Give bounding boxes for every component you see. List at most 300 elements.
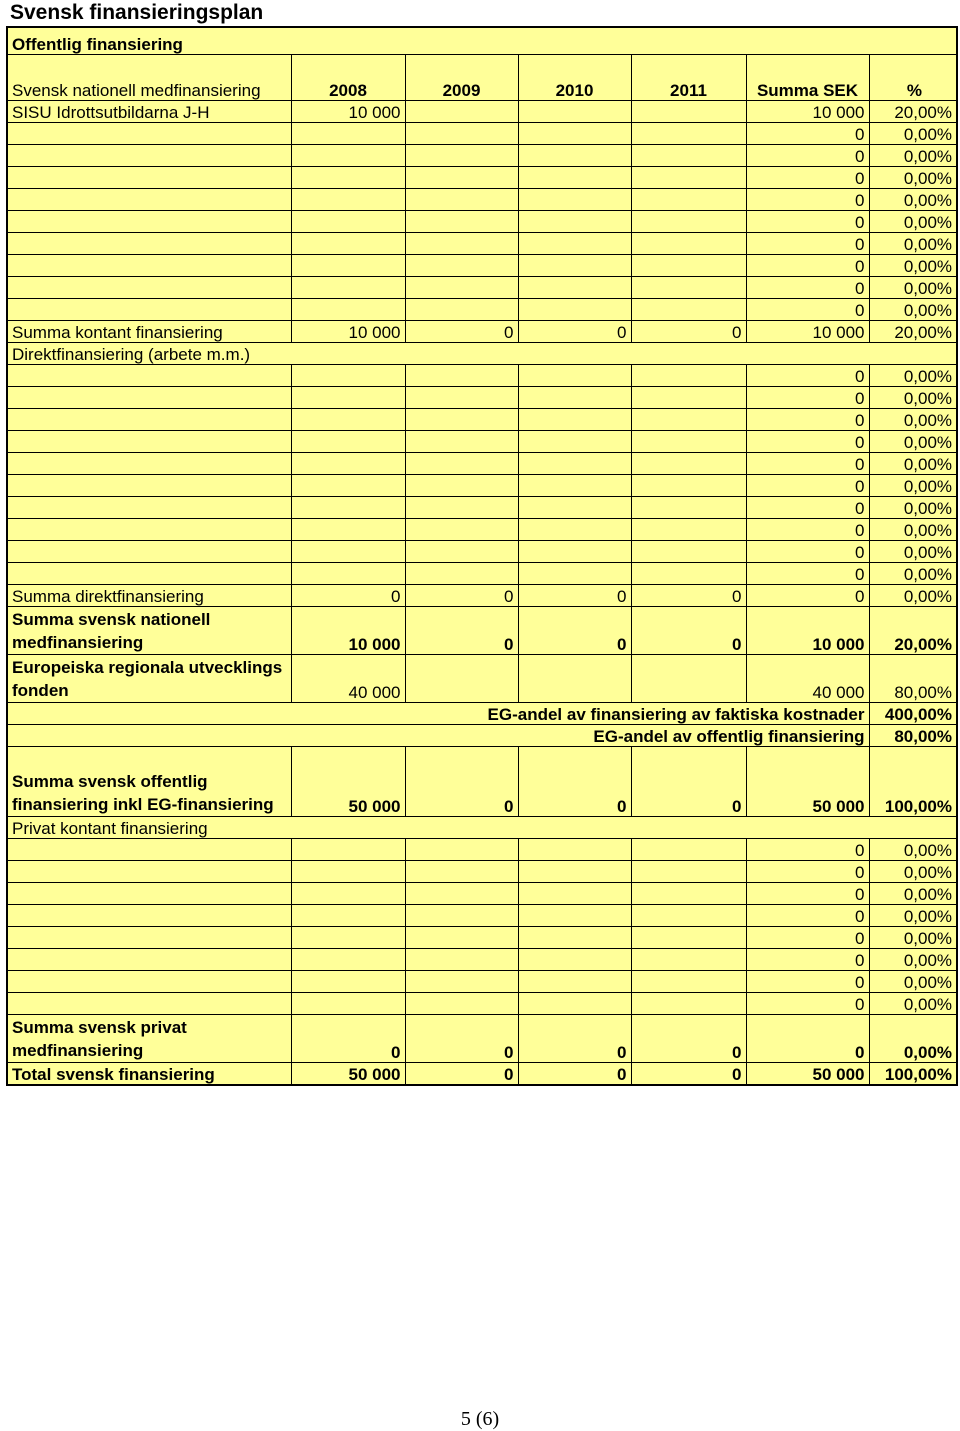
- row-label: [8, 452, 291, 474]
- cell-y2011: [631, 562, 746, 584]
- cell-summa: 0: [746, 904, 869, 926]
- cell-y2010: [518, 654, 631, 702]
- row-label: [8, 496, 291, 518]
- cell-y2008: [291, 188, 405, 210]
- cell-y2009: [405, 430, 518, 452]
- cell-percent: 80,00%: [869, 724, 956, 746]
- cell-y2010: 0: [518, 1062, 631, 1084]
- cell-percent: 0,00%: [869, 188, 956, 210]
- table-row: [8, 232, 956, 254]
- table-row: [8, 408, 956, 430]
- cell-y2009: 0: [405, 584, 518, 606]
- cell-percent: 0,00%: [869, 122, 956, 144]
- table-row: [8, 386, 956, 408]
- eg-faktiska-row: [8, 702, 956, 724]
- row-label: [8, 474, 291, 496]
- cell-y2009: 0: [405, 320, 518, 342]
- cell-y2010: 0: [518, 1014, 631, 1062]
- cell-y2011: [631, 970, 746, 992]
- cell-y2009: [405, 970, 518, 992]
- summa-privat-row: [8, 1014, 956, 1062]
- row-label: Summa svensk nationell medfinansiering: [8, 606, 291, 654]
- cell-y2011: [631, 838, 746, 860]
- table-row: [8, 496, 956, 518]
- cell-y2009: [405, 144, 518, 166]
- cell-y2009: [405, 654, 518, 702]
- cell-summa: 0: [746, 1014, 869, 1062]
- cell-y2010: [518, 122, 631, 144]
- cell-y2008: [291, 210, 405, 232]
- row-label: [8, 992, 291, 1014]
- cell-y2008: [291, 540, 405, 562]
- cell-percent: 0,00%: [869, 904, 956, 926]
- row-label: Summa svensk offentlig finansiering inkl EG-finansiering: [8, 746, 291, 816]
- table-row: [8, 144, 956, 166]
- cell-y2010: 0: [518, 606, 631, 654]
- cell-y2010: [518, 298, 631, 320]
- cell-y2011: [631, 654, 746, 702]
- cell-y2009: [405, 518, 518, 540]
- cell-y2011: 0: [631, 746, 746, 816]
- cell-percent: 20,00%: [869, 320, 956, 342]
- cell-y2008: 10 000: [291, 606, 405, 654]
- cell-y2011: [631, 882, 746, 904]
- table-row: [8, 540, 956, 562]
- table-row: [8, 430, 956, 452]
- row-label: Summa svensk privat medfinansiering: [8, 1014, 291, 1062]
- cell-summa: 10 000: [746, 606, 869, 654]
- row-label: [8, 430, 291, 452]
- cell-percent: 0,00%: [869, 430, 956, 452]
- row-label: [8, 408, 291, 430]
- cell-y2008: [291, 948, 405, 970]
- cell-percent: 400,00%: [869, 702, 956, 724]
- cell-y2008: [291, 860, 405, 882]
- cell-y2011: [631, 408, 746, 430]
- cell-y2010: [518, 166, 631, 188]
- page-number: 5 (6): [460, 1408, 500, 1430]
- cell-y2010: [518, 452, 631, 474]
- cell-y2009: [405, 948, 518, 970]
- cell-y2008: [291, 452, 405, 474]
- cell-summa: 0: [746, 188, 869, 210]
- cell-y2009: [405, 100, 518, 122]
- cell-percent: 0,00%: [869, 562, 956, 584]
- cell-y2010: [518, 540, 631, 562]
- cell-y2011: [631, 518, 746, 540]
- cell-y2010: [518, 144, 631, 166]
- cell-y2010: [518, 518, 631, 540]
- cell-y2011: [631, 100, 746, 122]
- cell-summa: 0: [746, 882, 869, 904]
- cell-summa: 0: [746, 408, 869, 430]
- cell-percent: 0,00%: [869, 276, 956, 298]
- table-row: [8, 452, 956, 474]
- cell-percent: 0,00%: [869, 144, 956, 166]
- cell-summa: 0: [746, 298, 869, 320]
- cell-y2008: [291, 298, 405, 320]
- cell-y2010: [518, 904, 631, 926]
- cell-percent: 0,00%: [869, 838, 956, 860]
- cell-y2011: [631, 474, 746, 496]
- cell-y2010: [518, 276, 631, 298]
- table-row: [8, 122, 956, 144]
- cell-percent: 100,00%: [869, 1062, 956, 1084]
- section-offentlig-label: Offentlig finansiering: [12, 34, 183, 54]
- cell-y2011: 0: [631, 320, 746, 342]
- cell-y2010: [518, 948, 631, 970]
- cell-y2008: [291, 122, 405, 144]
- row-label: [8, 386, 291, 408]
- cell-percent: 0,00%: [869, 210, 956, 232]
- table-body: [8, 28, 956, 1084]
- cell-y2011: [631, 144, 746, 166]
- section-label: Privat kontant finansiering: [8, 816, 956, 838]
- table-row: [8, 254, 956, 276]
- row-label: [8, 562, 291, 584]
- cell-y2009: [405, 540, 518, 562]
- row-label: Europeiska regionala utvecklings fonden: [8, 654, 291, 702]
- cell-y2010: [518, 474, 631, 496]
- cell-y2009: [405, 992, 518, 1014]
- cell-percent: 20,00%: [869, 100, 956, 122]
- cell-y2009: [405, 860, 518, 882]
- cell-percent: 0,00%: [869, 1014, 956, 1062]
- cell-y2011: [631, 540, 746, 562]
- cell-y2009: [405, 166, 518, 188]
- cell-y2011: [631, 232, 746, 254]
- cell-summa: 0: [746, 584, 869, 606]
- table-row: [8, 860, 956, 882]
- cell-y2009: [405, 882, 518, 904]
- cell-y2011: [631, 904, 746, 926]
- cell-percent: 20,00%: [869, 606, 956, 654]
- cell-y2011: [631, 364, 746, 386]
- row-label: [8, 144, 291, 166]
- row-label: [8, 518, 291, 540]
- cell-summa: 0: [746, 386, 869, 408]
- cell-percent: 0,00%: [869, 452, 956, 474]
- cell-y2010: [518, 562, 631, 584]
- cell-percent: 0,00%: [869, 364, 956, 386]
- table-row: [8, 838, 956, 860]
- cell-summa: 50 000: [746, 1062, 869, 1084]
- cell-y2009: [405, 562, 518, 584]
- cell-y2010: [518, 430, 631, 452]
- cell-y2011: [631, 122, 746, 144]
- section-heading-row: [8, 28, 956, 54]
- table-row: [8, 970, 956, 992]
- cell-y2010: [518, 970, 631, 992]
- row-label: [8, 860, 291, 882]
- table-row: [8, 188, 956, 210]
- cell-summa: 0: [746, 992, 869, 1014]
- cell-y2010: [518, 860, 631, 882]
- cell-y2008: [291, 904, 405, 926]
- cell-y2011: [631, 430, 746, 452]
- row-label: [8, 276, 291, 298]
- table-row: [8, 518, 956, 540]
- cell-y2009: [405, 232, 518, 254]
- cell-summa: 0: [746, 210, 869, 232]
- cell-y2010: [518, 926, 631, 948]
- cell-summa: 50 000: [746, 746, 869, 816]
- table-row: [8, 166, 956, 188]
- cell-percent: 0,00%: [869, 540, 956, 562]
- cell-y2011: [631, 386, 746, 408]
- cell-y2009: 0: [405, 1062, 518, 1084]
- cell-y2009: [405, 254, 518, 276]
- cell-y2011: [631, 254, 746, 276]
- cell-y2011: [631, 992, 746, 1014]
- cell-y2008: [291, 474, 405, 496]
- cell-summa: 0: [746, 860, 869, 882]
- cell-y2011: [631, 210, 746, 232]
- cell-y2010: 0: [518, 320, 631, 342]
- cell-y2009: [405, 474, 518, 496]
- cell-summa: 0: [746, 166, 869, 188]
- cell-y2010: [518, 364, 631, 386]
- cell-y2009: [405, 904, 518, 926]
- cell-y2008: [291, 408, 405, 430]
- cell-y2008: [291, 254, 405, 276]
- cell-summa: 0: [746, 948, 869, 970]
- table-row: [8, 100, 956, 122]
- cell-percent: 0,00%: [869, 882, 956, 904]
- cell-y2009: [405, 386, 518, 408]
- cell-y2011: 0: [631, 1014, 746, 1062]
- eg-label: EG-andel av offentlig finansiering: [8, 724, 869, 746]
- cell-percent: 0,00%: [869, 518, 956, 540]
- table-row: [8, 210, 956, 232]
- cell-y2011: 0: [631, 606, 746, 654]
- cell-y2011: [631, 496, 746, 518]
- cell-y2008: 10 000: [291, 100, 405, 122]
- cell-summa: 0: [746, 970, 869, 992]
- cell-y2008: [291, 386, 405, 408]
- row-label: [8, 540, 291, 562]
- row-label: [8, 882, 291, 904]
- cell-summa: 0: [746, 926, 869, 948]
- header-row: [8, 54, 956, 100]
- row-label: [8, 904, 291, 926]
- cell-percent: 0,00%: [869, 254, 956, 276]
- cell-y2011: [631, 926, 746, 948]
- header-summa: Summa SEK: [746, 54, 869, 100]
- cell-y2008: [291, 364, 405, 386]
- cell-y2008: [291, 970, 405, 992]
- header-2008: 2008: [291, 54, 405, 100]
- row-label: [8, 188, 291, 210]
- cell-y2011: [631, 298, 746, 320]
- cell-percent: 0,00%: [869, 584, 956, 606]
- cell-y2009: [405, 926, 518, 948]
- cell-y2008: [291, 882, 405, 904]
- cell-y2009: [405, 276, 518, 298]
- cell-summa: 0: [746, 122, 869, 144]
- cell-y2010: [518, 254, 631, 276]
- cell-percent: 0,00%: [869, 948, 956, 970]
- cell-y2009: 0: [405, 1014, 518, 1062]
- cell-y2010: 0: [518, 584, 631, 606]
- cell-y2008: [291, 838, 405, 860]
- row-label: [8, 364, 291, 386]
- cell-y2011: 0: [631, 1062, 746, 1084]
- cell-y2010: [518, 100, 631, 122]
- cell-percent: 0,00%: [869, 298, 956, 320]
- cell-summa: 0: [746, 496, 869, 518]
- row-label: [8, 254, 291, 276]
- cell-percent: 100,00%: [869, 746, 956, 816]
- cell-y2008: 50 000: [291, 746, 405, 816]
- cell-percent: 0,00%: [869, 860, 956, 882]
- financing-table: [6, 26, 958, 1086]
- cell-percent: 0,00%: [869, 474, 956, 496]
- cell-y2008: [291, 166, 405, 188]
- cell-summa: 40 000: [746, 654, 869, 702]
- cell-y2008: [291, 926, 405, 948]
- summa-nationell-row: [8, 606, 956, 654]
- cell-y2009: 0: [405, 606, 518, 654]
- cell-y2011: [631, 860, 746, 882]
- cell-summa: 0: [746, 518, 869, 540]
- cell-y2009: [405, 496, 518, 518]
- cell-y2010: [518, 232, 631, 254]
- cell-summa: 0: [746, 474, 869, 496]
- cell-y2009: [405, 452, 518, 474]
- header-2009: 2009: [405, 54, 518, 100]
- header-2010: 2010: [518, 54, 631, 100]
- row-label: [8, 970, 291, 992]
- table-row: [8, 948, 956, 970]
- cell-percent: 0,00%: [869, 232, 956, 254]
- row-label: [8, 838, 291, 860]
- cell-y2009: [405, 188, 518, 210]
- table-row: [8, 276, 956, 298]
- cell-summa: 0: [746, 144, 869, 166]
- eg-label: EG-andel av finansiering av faktiska kostnader: [8, 702, 869, 724]
- cell-y2011: [631, 166, 746, 188]
- cell-summa: 0: [746, 562, 869, 584]
- table-row: [8, 992, 956, 1014]
- row-label: Total svensk finansiering: [8, 1062, 291, 1084]
- header-pct: %: [869, 54, 956, 100]
- table-row: [8, 474, 956, 496]
- cell-y2009: [405, 122, 518, 144]
- row-label: [8, 210, 291, 232]
- row-label: [8, 948, 291, 970]
- table-row: [8, 926, 956, 948]
- table-row: [8, 364, 956, 386]
- cell-y2008: [291, 430, 405, 452]
- row-label: [8, 926, 291, 948]
- cell-y2008: [291, 232, 405, 254]
- privat-heading-row: [8, 816, 956, 838]
- cell-percent: 0,00%: [869, 166, 956, 188]
- cell-percent: 0,00%: [869, 386, 956, 408]
- cell-percent: 80,00%: [869, 654, 956, 702]
- cell-y2010: [518, 408, 631, 430]
- cell-percent: 0,00%: [869, 992, 956, 1014]
- cell-y2011: 0: [631, 584, 746, 606]
- cell-y2010: [518, 496, 631, 518]
- cell-summa: 0: [746, 364, 869, 386]
- cell-y2011: [631, 948, 746, 970]
- row-label: [8, 122, 291, 144]
- cell-y2008: [291, 562, 405, 584]
- cell-y2008: [291, 144, 405, 166]
- table-row: [8, 882, 956, 904]
- row-label: Summa direktfinansiering: [8, 584, 291, 606]
- cell-y2010: [518, 838, 631, 860]
- cell-y2010: 0: [518, 746, 631, 816]
- cell-y2009: [405, 838, 518, 860]
- cell-y2010: [518, 882, 631, 904]
- cell-percent: 0,00%: [869, 970, 956, 992]
- summa-kontant-row: [8, 320, 956, 342]
- table-row: [8, 562, 956, 584]
- cell-y2010: [518, 386, 631, 408]
- header-2011: 2011: [631, 54, 746, 100]
- cell-y2009: [405, 364, 518, 386]
- cell-y2008: 0: [291, 1014, 405, 1062]
- cell-y2008: 10 000: [291, 320, 405, 342]
- row-label: SISU Idrottsutbildarna J-H: [8, 100, 291, 122]
- cell-summa: 0: [746, 254, 869, 276]
- cell-y2010: [518, 188, 631, 210]
- cell-y2011: [631, 452, 746, 474]
- eg-offentlig-row: [8, 724, 956, 746]
- table-row: [8, 298, 956, 320]
- cell-summa: 0: [746, 232, 869, 254]
- header-label: Svensk nationell medfinansiering: [8, 54, 291, 100]
- summa-direkt-row: [8, 584, 956, 606]
- cell-summa: 0: [746, 452, 869, 474]
- cell-summa: 10 000: [746, 100, 869, 122]
- section-label: Direktfinansiering (arbete m.m.): [8, 342, 956, 364]
- row-label: Summa kontant finansiering: [8, 320, 291, 342]
- summa-offentlig-row: [8, 746, 956, 816]
- cell-y2008: [291, 276, 405, 298]
- cell-summa: 0: [746, 276, 869, 298]
- cell-summa: 0: [746, 540, 869, 562]
- row-label: [8, 232, 291, 254]
- cell-percent: 0,00%: [869, 408, 956, 430]
- cell-percent: 0,00%: [869, 496, 956, 518]
- cell-summa: 10 000: [746, 320, 869, 342]
- total-row: [8, 1062, 956, 1084]
- row-label: [8, 166, 291, 188]
- cell-percent: 0,00%: [869, 926, 956, 948]
- cell-y2011: [631, 188, 746, 210]
- cell-y2009: [405, 408, 518, 430]
- cell-y2009: [405, 210, 518, 232]
- direkt-heading-row: [8, 342, 956, 364]
- cell-summa: 0: [746, 838, 869, 860]
- cell-y2008: 50 000: [291, 1062, 405, 1084]
- cell-y2010: [518, 210, 631, 232]
- cell-y2008: 0: [291, 584, 405, 606]
- table-row: [8, 904, 956, 926]
- cell-y2011: [631, 276, 746, 298]
- cell-y2008: [291, 992, 405, 1014]
- cell-summa: 0: [746, 430, 869, 452]
- cell-y2008: [291, 496, 405, 518]
- erf-row: [8, 654, 956, 702]
- cell-y2010: [518, 992, 631, 1014]
- cell-y2008: [291, 518, 405, 540]
- cell-y2009: [405, 298, 518, 320]
